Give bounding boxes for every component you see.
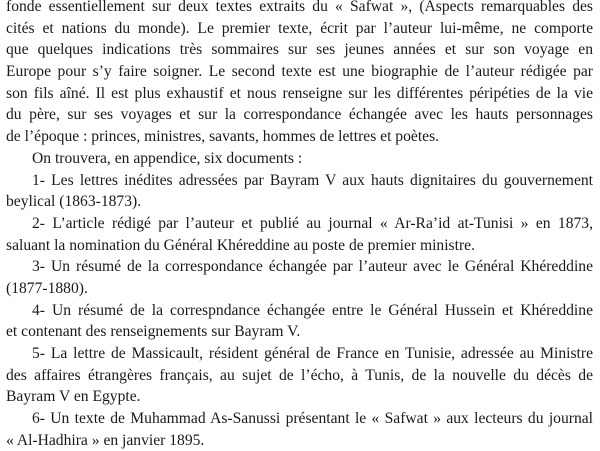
appendix-item-2-cont: saluant la nomination du Général Khéreddine au poste de premier ministre. [6,236,475,254]
appendix-item-1-cont: beylical (1863-1873). [6,193,142,211]
appendix-item-5: 5- La lettre de Massicault, résident général de France en Tunisie, adressée au Ministre [32,345,593,362]
text-line: de l’époque : princes, ministres, savants, hommes de lettres et poètes. [6,128,440,146]
appendix-item-1: 1- Les lettres inédites adressées par Bayram V aux hauts dignitaires du gouvernement [32,171,593,189]
text-line: cités et nations du monde). Le premier texte, écrit par l’auteur lui-même, ne comporte [6,19,593,37]
appendix-item-5-end: Bayram V en Egypte. [6,388,141,406]
text-line: que quelques indications très sommaires sur ses jeunes années et sur son voyage en [6,41,593,59]
text-line: fonde essentiellement sur deux textes extraits du « Safwat », (Aspects remarquables des [6,0,593,15]
appendix-item-3-cont: (1877-1880). [6,279,88,297]
text-line: du père, sur ses voyages et sur la correspondance échangée avec les hauts personnages [6,106,593,124]
appendix-item-6-cont: « Al-Hadhira » en janvier 1895. [6,431,205,449]
document-page [6,0,593,451]
appendix-item-5-cont: des affaires étrangères français, au sujet de l’écho, à Tunis, de la nouvelle du décès de [6,366,593,384]
appendix-intro: On trouvera, en appendice, six documents : [32,149,303,167]
appendix-item-6: 6- Un texte de Muhammad As-Sanussi présentant le « Safwat » aux lecteurs du journal [32,410,593,428]
text-line: son fils aîné. Il est plus exhaustif et nous renseigne sur les différentes péripéties de la vie [6,84,593,102]
appendix-item-3: 3- Un résumé de la correspondance échangée par l’auteur avec le Général Khéreddine [32,258,593,276]
appendix-item-4-cont: et contenant des renseignements sur Bayram V. [6,323,301,341]
appendix-item-2: 2- L’article rédigé par l’auteur et publié au journal « Ar-Ra’id at-Tunisi » en 1873, [32,214,593,232]
appendix-item-4: 4- Un résumé de la correspndance échangée entre le Général Hussein et Khéreddine [32,301,593,319]
text-line: Europe pour s’y faire soigner. Le second texte est une biographie de l’auteur rédigée par [6,63,593,81]
